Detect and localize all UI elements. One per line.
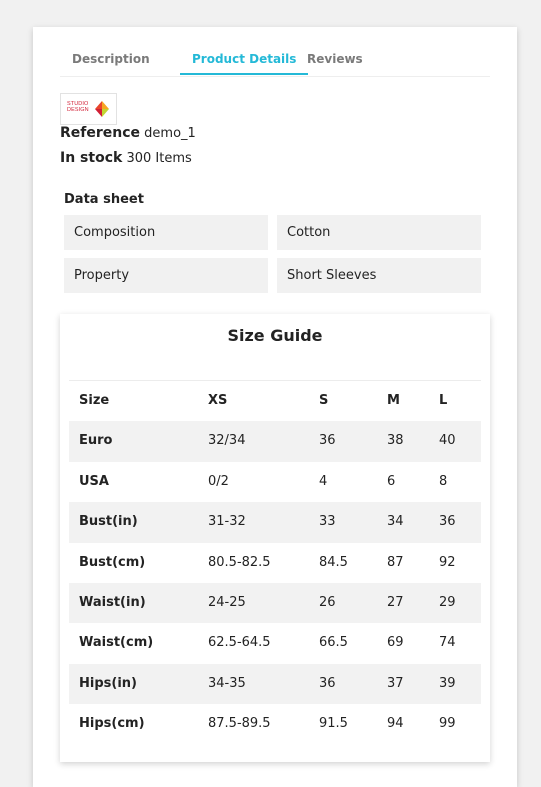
- table-cell: 36: [319, 675, 336, 691]
- table-cell: 37: [387, 675, 404, 691]
- brand-logo[interactable]: [60, 93, 117, 125]
- data-sheet-name: Composition: [64, 215, 268, 250]
- row-label: Hips(cm): [79, 716, 145, 732]
- size-guide: [60, 314, 490, 762]
- table-cell: 8: [439, 473, 448, 489]
- table-cell: 92: [439, 554, 456, 570]
- table-row: [69, 421, 481, 461]
- table-cell: 84.5: [319, 554, 348, 570]
- table-cell: 39: [439, 675, 456, 691]
- row-label: Hips(in): [79, 675, 137, 691]
- product-tabs: [60, 48, 490, 77]
- stock-line: [60, 150, 192, 166]
- tab-description[interactable]: Description: [72, 52, 150, 66]
- row-label: Bust(cm): [79, 554, 146, 570]
- table-cell: 27: [387, 594, 404, 610]
- header-cell: M: [387, 393, 400, 408]
- table-row: [69, 543, 481, 583]
- reference-label: Reference: [60, 125, 141, 141]
- table-row: [69, 462, 481, 502]
- table-row: [69, 502, 481, 542]
- row-label: Waist(in): [79, 594, 146, 610]
- row-label: Waist(cm): [79, 635, 154, 651]
- table-cell: 31-32: [208, 514, 246, 530]
- brand-logo-text: STUDIO DESIGN: [67, 101, 89, 113]
- header-cell: L: [439, 393, 448, 408]
- table-cell: 36: [319, 433, 336, 449]
- table-cell: 34: [387, 514, 404, 530]
- row-label: USA: [79, 473, 109, 489]
- reference-line: [60, 125, 196, 141]
- table-cell: 87.5-89.5: [208, 716, 271, 732]
- table-cell: 4: [319, 473, 328, 489]
- tab-reviews[interactable]: Reviews: [307, 52, 363, 66]
- stock-value: 300 Items: [126, 151, 192, 166]
- table-cell: 87: [387, 554, 404, 570]
- table-cell: 29: [439, 594, 456, 610]
- header-cell: S: [319, 393, 329, 408]
- row-label: Bust(in): [79, 514, 138, 530]
- table-row: [69, 623, 481, 663]
- table-row: [69, 583, 481, 623]
- stock-label: In stock: [60, 150, 123, 166]
- reference-value: demo_1: [144, 126, 196, 141]
- table-cell: 69: [387, 635, 404, 651]
- data-sheet-name: Property: [64, 258, 268, 293]
- header-cell: Size: [79, 393, 110, 408]
- table-cell: 62.5-64.5: [208, 635, 271, 651]
- table-cell: 40: [439, 433, 456, 449]
- data-sheet-value: Cotton: [277, 215, 481, 250]
- size-guide-table: [69, 380, 481, 745]
- table-cell: 24-25: [208, 594, 246, 610]
- table-cell: 99: [439, 716, 456, 732]
- table-cell: 33: [319, 514, 336, 530]
- table-cell: 94: [387, 716, 404, 732]
- header-cell: XS: [208, 393, 228, 408]
- table-cell: 26: [319, 594, 336, 610]
- size-guide-title: Size Guide: [227, 326, 323, 345]
- table-row: [69, 704, 481, 744]
- table-cell: 74: [439, 635, 456, 651]
- table-cell: 36: [439, 514, 456, 530]
- product-card: [33, 27, 517, 787]
- size-guide-header-row: [69, 381, 481, 421]
- table-cell: 0/2: [208, 473, 229, 489]
- table-row: [69, 664, 481, 704]
- table-cell: 6: [387, 473, 396, 489]
- table-cell: 34-35: [208, 675, 246, 691]
- table-cell: 66.5: [319, 635, 348, 651]
- table-cell: 91.5: [319, 716, 348, 732]
- row-label: Euro: [79, 433, 113, 449]
- data-sheet-value: Short Sleeves: [277, 258, 481, 293]
- table-cell: 80.5-82.5: [208, 554, 271, 570]
- table-cell: 38: [387, 433, 404, 449]
- data-sheet-title: Data sheet: [64, 192, 144, 207]
- studio-design-diamond-icon: [95, 101, 109, 117]
- table-cell: 32/34: [208, 433, 246, 449]
- tab-product-details[interactable]: Product Details: [180, 48, 308, 75]
